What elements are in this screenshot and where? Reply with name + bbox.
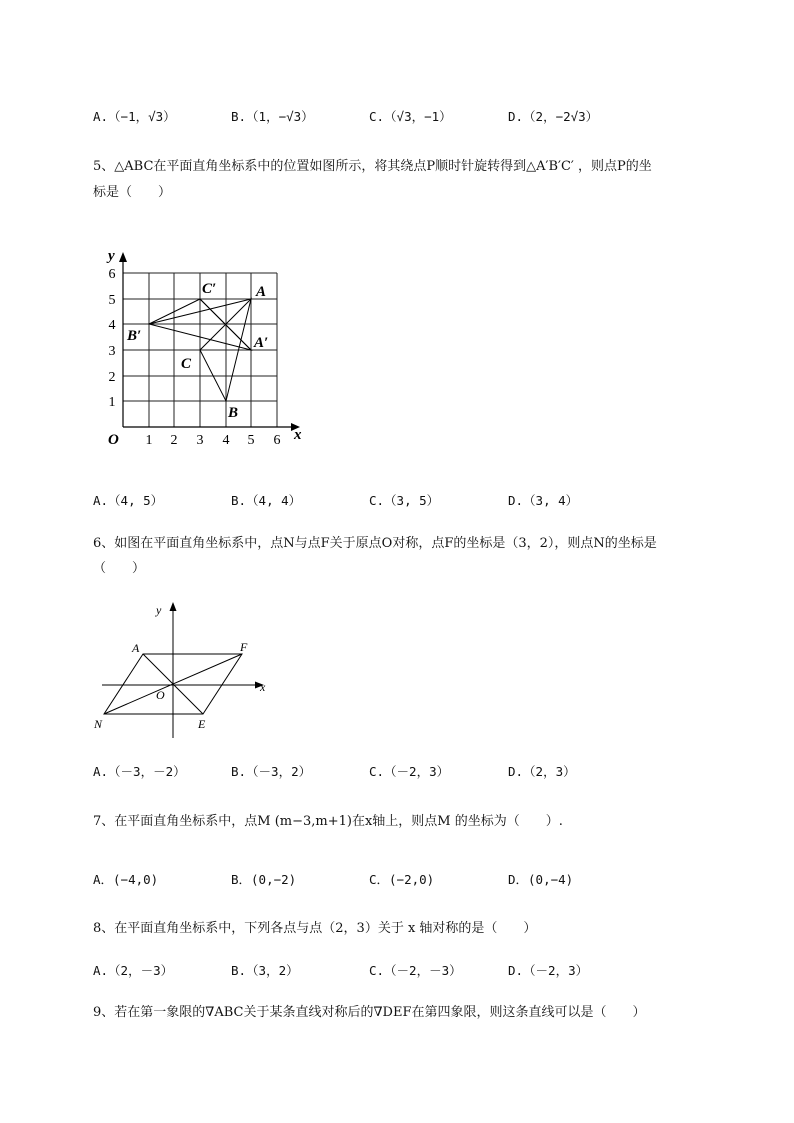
q6-option-b[interactable]: B.（－3，2）	[231, 764, 312, 779]
q5-point-c: C	[181, 356, 192, 372]
q5-point-b-prime: B′	[127, 328, 142, 344]
q5-point-b: B	[228, 405, 239, 421]
q5-x-tick: 2	[170, 433, 178, 448]
q5-y-tick: 2	[108, 370, 116, 385]
q5-x-tick: 5	[247, 433, 255, 448]
q5-y-tick: 3	[108, 344, 116, 359]
q5-grid-figure	[100, 238, 310, 453]
q5-point-a-prime: A′	[254, 335, 269, 351]
q4-option-c[interactable]: C.（√3，−1）	[369, 109, 452, 124]
q5-point-c-prime: C′	[202, 281, 217, 297]
q5-x-tick: 1	[145, 433, 153, 448]
q5-y-tick: 4	[108, 318, 116, 333]
q5-x-tick: 3	[196, 433, 204, 448]
q6-y-axis-label: y	[156, 603, 162, 617]
q9-question-text: 9、若在第一象限的∇ABC关于某条直线对称后的∇DEF在第四象限，则这条直线可以是（ ）	[93, 1005, 646, 1020]
q8-option-c[interactable]: C.（－2，－3）	[369, 963, 462, 978]
q5-question-text-cont: 标是（ ）	[93, 185, 172, 200]
q7-option-a[interactable]: A．(−4,0)	[93, 872, 159, 887]
q6-point-n: N	[94, 717, 103, 731]
q5-x-axis-label: x	[294, 427, 302, 443]
q5-y-tick: 5	[108, 293, 116, 308]
q6-point-f: F	[240, 640, 248, 654]
q4-option-d[interactable]: D.（2，−2√3）	[508, 109, 599, 124]
q8-option-a[interactable]: A.（2，－3）	[93, 963, 174, 978]
q7-option-d[interactable]: D．(0,−4)	[508, 872, 574, 887]
q5-y-tick: 6	[108, 267, 116, 282]
q5-y-tick: 1	[108, 395, 116, 410]
q6-point-o: O	[156, 688, 165, 702]
q5-option-a[interactable]: A.（4, 5）	[93, 493, 164, 508]
q6-option-d[interactable]: D.（2，3）	[508, 764, 576, 779]
q5-x-tick: 4	[222, 433, 230, 448]
q5-option-d[interactable]: D.（3, 4）	[508, 493, 579, 508]
q6-point-a: A	[132, 641, 140, 655]
q6-question-text-cont: （ ）	[93, 561, 146, 576]
q4-option-a[interactable]: A.（−1，√3）	[93, 109, 176, 124]
q7-question-text: 7、在平面直角坐标系中，点M (m−3,m+1)在x轴上，则点M 的坐标为（ ）.	[93, 814, 563, 829]
q4-option-b[interactable]: B.（1，−√3）	[231, 109, 314, 124]
q6-option-a[interactable]: A.（－3，－2）	[93, 764, 186, 779]
q6-point-e: E	[198, 717, 206, 731]
q5-option-c[interactable]: C.（3, 5）	[369, 493, 440, 508]
q6-x-axis-label: x	[260, 680, 266, 694]
q5-x-tick: 6	[273, 433, 281, 448]
q5-y-axis-label: y	[108, 248, 115, 264]
q5-option-b[interactable]: B.（4, 4）	[231, 493, 302, 508]
q6-question-text: 6、如图在平面直角坐标系中，点N与点F关于原点O对称，点F的坐标是（3，2），则点N的坐标是	[93, 536, 657, 551]
q5-question-text: 5、△ABC在平面直角坐标系中的位置如图所示，将其绕点P顺时针旋转得到△A′B′C′ ，则点P的坐	[93, 159, 652, 174]
q8-option-b[interactable]: B.（3，2）	[231, 963, 299, 978]
q5-origin-label: O	[108, 432, 119, 448]
q6-option-c[interactable]: C.（－2，3）	[369, 764, 450, 779]
q8-option-d[interactable]: D.（－2，3）	[508, 963, 589, 978]
q7-option-b[interactable]: B．(0,−2)	[231, 872, 297, 887]
q6-parallelogram-figure	[90, 598, 280, 738]
q5-point-a: A	[256, 284, 267, 300]
q8-question-text: 8、在平面直角坐标系中，下列各点与点（2，3）关于 x 轴对称的是（ ）	[93, 921, 537, 936]
q7-option-c[interactable]: C．(−2,0)	[369, 872, 435, 887]
